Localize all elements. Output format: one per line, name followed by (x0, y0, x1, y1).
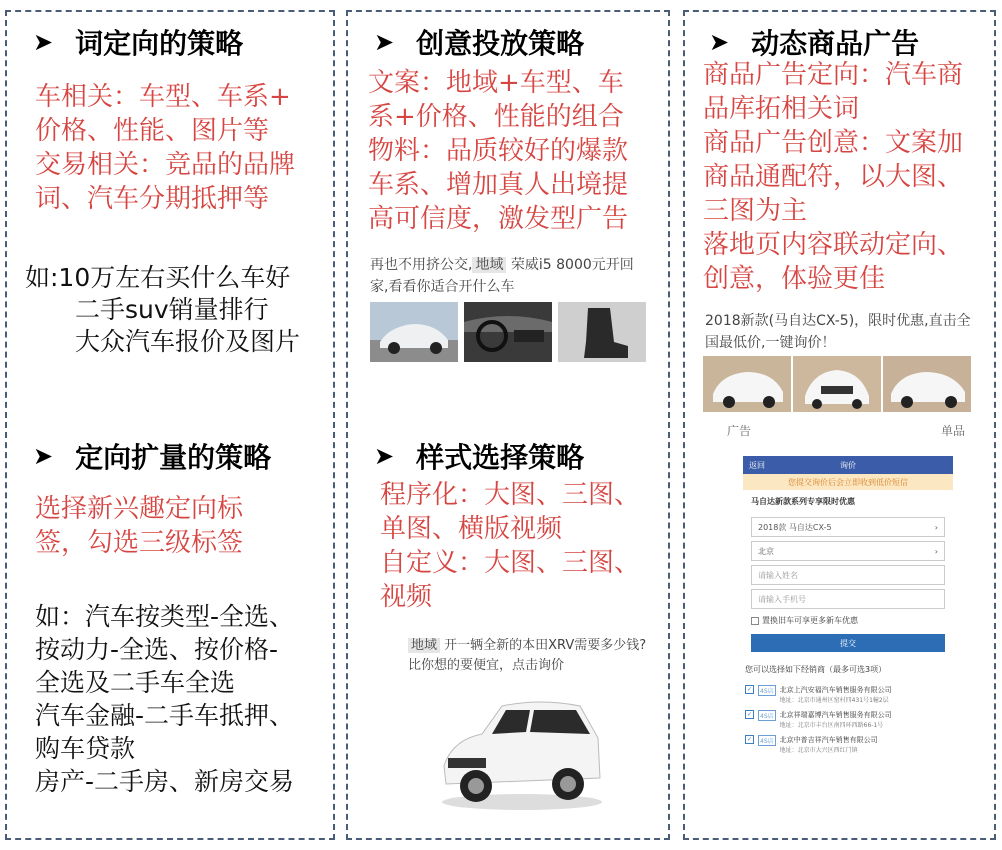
dynamic-ads-text: 商品广告定向：汽车商 品库拓相关词 商品广告创意：文案加 商品通配符，以大图、 三图为主 落地页内容联动定向、 创意，体验更佳 (703, 60, 964, 294)
form-header (743, 456, 953, 474)
phone-input[interactable]: 请输入手机号 (751, 589, 945, 609)
keyword-examples: 如:10万左右买什么车好 二手suv销量排行 大众汽车报价及图片 (25, 263, 301, 356)
chevron-right-icon: › (934, 546, 938, 556)
dealer-badge: 4S店 (758, 735, 776, 746)
label-ad: 广告 (727, 424, 752, 438)
back-button[interactable]: 返回 (749, 460, 765, 470)
panel-keyword-strategy (5, 10, 335, 840)
model-select[interactable]: 2018款 马自达CX-5 › (751, 517, 945, 537)
check-icon: ✓ (746, 686, 753, 693)
dealer-list-title: 您可以选择如下经销商（最多可选3项） (745, 665, 887, 674)
ad-sample-mazda: 2018新款(马自达CX-5)，限时优惠,直击全 国最低价,一键询价！ (705, 313, 971, 351)
mazda-image-2 (793, 356, 881, 412)
format-strategy-text: 程序化：大图、三图、 单图、横版视频 自定义：大图、三图、 视频 (380, 480, 641, 612)
expansion-examples: 如：汽车按类型-全选、 按动力-全选、按价格- 全选及二手车全选 汽车金融-二手车抵押、 购车贷款 房产-二手房、新房交易 (35, 602, 295, 796)
car-interior-image (464, 302, 552, 362)
arrow-bullet-icon: ➤ (709, 28, 730, 56)
white-suv-image (430, 688, 606, 814)
creative-strategy-text: 文案：地域+车型、车 系+价格、性能的组合 物料：品质较好的爆款 车系、增加真人出境提 高可信度，激发型广告 (368, 68, 629, 234)
arrow-bullet-icon: ➤ (374, 28, 395, 56)
checkbox-icon (751, 617, 759, 625)
form-notice: 您提交询价后会立即收到低价短信 (743, 474, 953, 490)
form-section-title: 马自达新款系列专享限时优惠 (751, 497, 855, 506)
arrow-bullet-icon: ➤ (33, 442, 54, 470)
label-single-product: 单品 (941, 424, 966, 438)
trade-in-checkbox[interactable]: 置换旧车可享更多新车优惠 (751, 615, 945, 626)
ad-sample-roewe: 再也不用挤公交, 地域 荣威i5 8000元开回 家,看看你适合开什么车 (370, 257, 634, 295)
heading-format-strategy: ➤ 样式选择策略 (374, 441, 585, 474)
arrow-bullet-icon: ➤ (374, 442, 395, 470)
city-select[interactable]: 北京 › (751, 541, 945, 561)
mazda-image-1 (703, 356, 791, 412)
name-input[interactable]: 请输入姓名 (751, 565, 945, 585)
heading-keyword-targeting: ➤ 词定向的策略 (33, 27, 244, 60)
keyword-strategy-text: 车相关：车型、车系+ 价格、性能、图片等 交易相关：竞品的品牌 词、汽车分期抵押等 (35, 82, 296, 214)
chevron-right-icon: › (934, 522, 938, 532)
dealer-item[interactable]: ✓ 4S店 北京上汽安福汽车销售服务有限公司 地址：北京市通州区窑村四431号1幢2层 (746, 686, 892, 704)
dealer-item[interactable]: ✓ 4S店 北京中普吉祥汽车销售有限公司 地址：北京市大兴区西红门镇 (746, 736, 878, 754)
submit-button[interactable]: 提交 (751, 634, 945, 652)
arrow-bullet-icon: ➤ (33, 28, 54, 56)
check-icon: ✓ (746, 736, 753, 743)
dealer-item[interactable]: ✓ 4S店 北京祥瑞嘉博汽车销售服务有限公司 地址：北京市丰台区南四环西路66-1号 (746, 711, 892, 729)
dealer-badge: 4S店 (758, 685, 776, 696)
heading-creative-strategy: ➤ 创意投放策略 (374, 27, 585, 60)
car-seat-image (558, 302, 646, 362)
heading-dynamic-product-ads: ➤ 动态商品广告 (709, 27, 920, 60)
heading-expansion-strategy: ➤ 定向扩量的策略 (33, 441, 272, 474)
inquiry-form-screenshot (743, 456, 953, 836)
expansion-strategy-text: 选择新兴趣定向标 签，勾选三级标签 (35, 494, 244, 558)
mazda-image-3 (883, 356, 971, 412)
panel-creative-strategy (346, 10, 670, 840)
dealer-badge: 4S店 (758, 710, 776, 721)
form-title: 询价 (840, 460, 856, 470)
panel-dynamic-product-ads (683, 10, 996, 840)
car-exterior-image (370, 302, 458, 362)
check-icon: ✓ (746, 711, 753, 718)
ad-sample-honda: 地域 开一辆全新的本田XRV需要多少钱? 比你想的要便宜，点击询价 (408, 638, 647, 673)
